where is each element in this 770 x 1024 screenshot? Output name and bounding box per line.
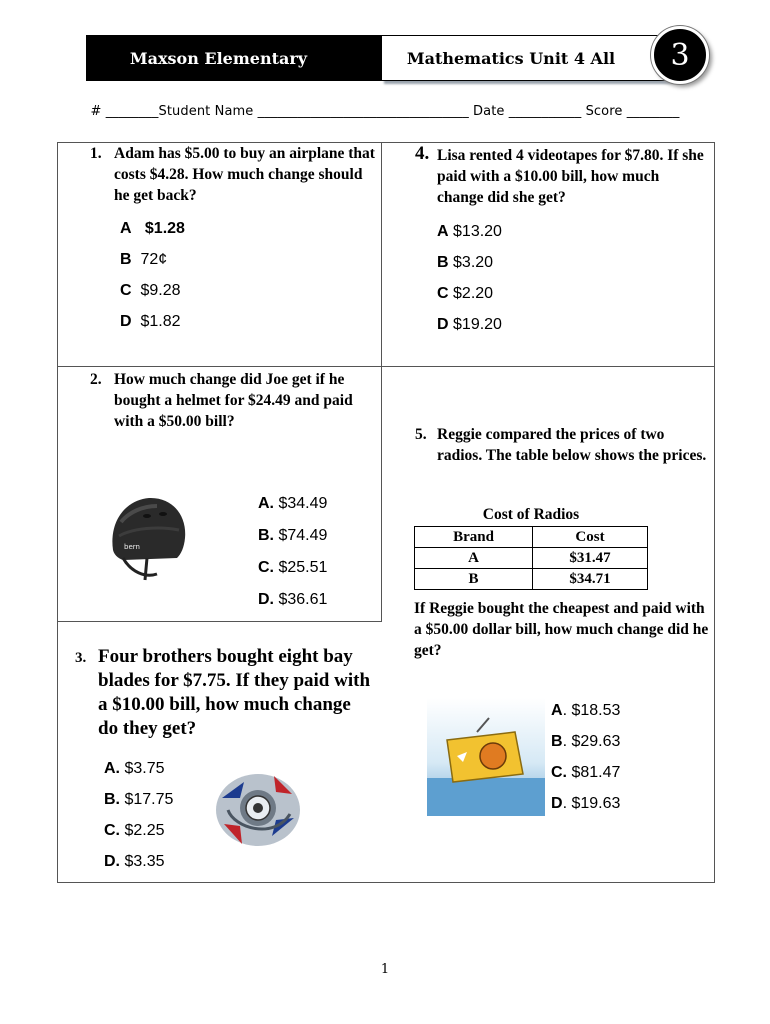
page-number: 1 — [380, 962, 390, 977]
question-1 — [90, 143, 375, 206]
q5-option-a[interactable]: A. $18.53 — [551, 702, 621, 719]
question-5 — [415, 424, 710, 466]
q2-option-c[interactable]: C. $25.51 — [258, 559, 328, 576]
question-4 — [415, 145, 705, 208]
table-caption: Cost of Radios — [482, 506, 580, 523]
helmet-brand-label: bern — [124, 543, 140, 551]
q4-option-a[interactable]: A $13.20 — [437, 223, 502, 240]
grid-divider — [381, 142, 382, 366]
q3-option-b[interactable]: B. $17.75 — [104, 791, 174, 808]
question-text: How much change did Joe get if he bought a helmet for $24.49 and paid with a $50.00 bill? — [114, 371, 353, 430]
q4-option-d[interactable]: D $19.20 — [437, 316, 502, 333]
grid-divider — [57, 621, 382, 622]
question-number: 5. — [415, 426, 427, 443]
helmet-image — [107, 492, 189, 584]
worksheet-number-badge: 3 — [651, 26, 709, 84]
school-name: Maxson Elementary — [86, 35, 381, 81]
grid-divider — [57, 366, 715, 367]
radio-price-table — [414, 526, 648, 590]
question-number: 3. — [75, 650, 87, 666]
q3-option-d[interactable]: D. $3.35 — [104, 853, 165, 870]
q1-option-c[interactable]: C $9.28 — [120, 282, 181, 299]
question-number: 2. — [90, 371, 102, 388]
beyblade-image — [214, 768, 302, 850]
question-text: Reggie compared the prices of two radios. The table below shows the prices. — [437, 426, 707, 464]
q3-option-a[interactable]: A. $3.75 — [104, 760, 165, 777]
question-text: Lisa rented 4 videotapes for $7.80. If she paid with a $10.00 bill, how much change did she get? — [437, 147, 704, 206]
question-text: Four brothers bought eight bay blades for $7.75. If they paid with a $10.00 bill, how much change do they get? — [98, 646, 371, 739]
table-row: A $31.47 — [415, 548, 648, 569]
question-2 — [90, 369, 375, 432]
unit-title: Mathematics Unit 4 All — [381, 35, 671, 81]
q2-option-d[interactable]: D. $36.61 — [258, 591, 328, 608]
question-3 — [75, 645, 375, 741]
q5-option-c[interactable]: C. $81.47 — [551, 764, 621, 781]
q2-option-b[interactable]: B. $74.49 — [258, 527, 328, 544]
table-header-cost: Cost — [533, 527, 648, 548]
q5-option-b[interactable]: B. $29.63 — [551, 733, 621, 750]
question-number: 4. — [415, 143, 430, 164]
q5-option-d[interactable]: D. $19.63 — [551, 795, 621, 812]
table-header-brand: Brand — [415, 527, 533, 548]
student-info-line: # ________Student Name ________________________________ Date ___________ Score ________ — [90, 104, 680, 119]
q1-option-b[interactable]: B 72¢ — [120, 251, 168, 268]
q1-option-d[interactable]: D $1.82 — [120, 313, 181, 330]
grid-divider — [381, 366, 382, 621]
radio-image — [427, 698, 545, 816]
q3-option-c[interactable]: C. $2.25 — [104, 822, 165, 839]
table-row: B $34.71 — [415, 569, 648, 590]
question-text: Adam has $5.00 to buy an airplane that costs $4.28. How much change should he get back? — [114, 145, 375, 204]
q4-option-c[interactable]: C $2.20 — [437, 285, 494, 302]
q4-option-b[interactable]: B $3.20 — [437, 254, 494, 271]
question-5-followup: If Reggie bought the cheapest and paid with a $50.00 dollar bill, how much change did he get? — [414, 600, 709, 659]
question-number: 1. — [90, 145, 102, 162]
q2-option-a[interactable]: A. $34.49 — [258, 495, 328, 512]
q1-option-a[interactable]: A $1.28 — [120, 220, 185, 237]
